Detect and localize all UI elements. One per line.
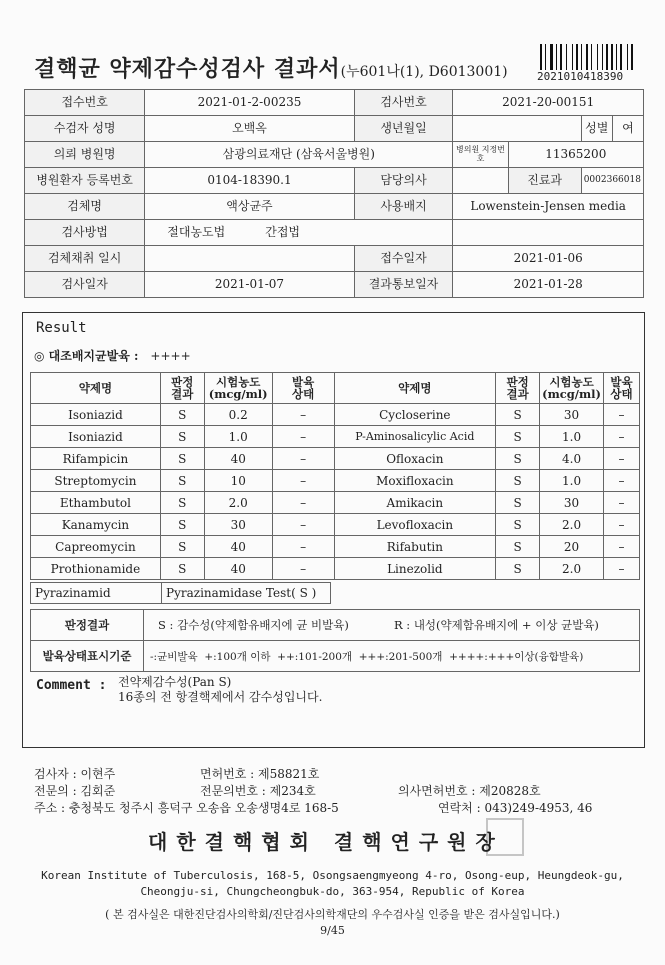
barcode-number: 2021010418390 — [537, 70, 624, 83]
method-absolute: 절대농도법 — [167, 224, 226, 239]
table-row: Isoniazid S 1.0 – P-Aminosalicylic Acid S 1.0 – — [31, 426, 640, 448]
doctor-label: 담당의사 — [354, 168, 453, 194]
judge-header: 판정 결과 — [160, 373, 204, 404]
patient-label: 수검자 성명 — [25, 116, 145, 142]
doctor-value — [453, 168, 508, 194]
organization-address: Korean Institute of Tuberculosis, 168-5, Osongsaengmyeong 4-ro, Osong-eup, Heungdeok-gu, Cheongju-si, Chungcheongbuk-do, 363-954, Republic of Korea — [41, 869, 624, 898]
hospital-no: 11365200 — [508, 142, 643, 168]
method-indirect: 간접법 — [265, 224, 301, 239]
growth-header: 발육 상태 — [604, 373, 640, 404]
barcode-icon — [540, 44, 636, 70]
judgement-table — [30, 609, 640, 672]
growth-header: 발육 상태 — [272, 373, 334, 404]
dept-value: 0002366018 — [581, 168, 643, 194]
drug-header: 약제명 — [31, 373, 161, 404]
hospital-name: 삼광의료재단 (삼육서울병원) — [145, 142, 453, 168]
comment-text: 전약제감수성(Pan S) 16종의 전 항결핵제에서 감수성입니다. — [118, 675, 323, 704]
conc-header: 시험농도 (mcg/ml) — [204, 373, 272, 404]
growth-criteria-label: 발육상태표시기준 — [31, 641, 144, 672]
address: 주소 : 충청북도 청주시 흥덕구 오송읍 오송생명4로 168-5 — [34, 801, 339, 815]
table-row: Streptomycin S 10 – Moxifloxacin S 1.0 – — [31, 470, 640, 492]
birth-date — [453, 116, 581, 142]
hospital-no-label: 병의원 지정번호 — [453, 142, 508, 168]
reg-label: 병원환자 등록번호 — [25, 168, 145, 194]
judge-r: R : 내성(약제함유배지에 + 이상 균발육) — [388, 610, 640, 641]
collect-label: 검체채취 일시 — [25, 246, 145, 272]
test-no: 2021-20-00151 — [453, 90, 644, 116]
drug-header: 약제명 — [334, 373, 496, 404]
hospital-label: 의뢰 병원명 — [25, 142, 145, 168]
method-label: 검사방법 — [25, 220, 145, 246]
dept-label: 진료과 — [508, 168, 581, 194]
report-date: 2021-01-28 — [453, 272, 644, 298]
table-row: Rifampicin S 40 – Ofloxacin S 4.0 – — [31, 448, 640, 470]
patient-name: 오백옥 — [145, 116, 354, 142]
collect-value — [145, 246, 354, 272]
certification-note: ( 본 검사실은 대한진단검사의학회/진단검사의학재단의 우수검사실 인증을 받은 검사실입니다.) — [105, 908, 560, 921]
table-row: Prothionamide S 40 – Linezolid S 2.0 – — [31, 558, 640, 580]
tester: 검사자 : 이현주 — [34, 767, 116, 781]
judge-label: 판정결과 — [31, 610, 144, 641]
medium-label: 사용배지 — [354, 194, 453, 220]
page-number: 9/45 — [320, 924, 345, 937]
comment-label: Comment : — [36, 678, 107, 693]
growth-criteria: -:균비발육 +:100개 이하 ++:101-200개 +++:201-500개 ++++:+++이상(융합발육) — [144, 641, 640, 672]
sex-value: 여 — [622, 120, 634, 135]
result-heading: Result — [36, 320, 87, 336]
test-no-label: 검사번호 — [354, 90, 453, 116]
specialist-no: 전문의번호 : 제234호 — [200, 784, 316, 798]
received-date: 2021-01-06 — [453, 246, 644, 272]
page-title: 결핵균 약제감수성검사 결과서(누601나(1), D6013001) — [34, 56, 508, 82]
organization-name: 대한결핵협회 결핵연구원장 — [148, 830, 504, 854]
receipt-no: 2021-01-2-00235 — [145, 90, 354, 116]
specimen-value: 액상균주 — [145, 194, 354, 220]
patient-info-table — [24, 89, 644, 298]
judge-header: 판정 결과 — [496, 373, 540, 404]
sex-label: 성별 — [582, 116, 613, 141]
report-date-label: 결과통보일자 — [354, 272, 453, 298]
judge-s: S : 감수성(약제함유배지에 균 비발육) — [144, 610, 388, 641]
pyra-value: Pyrazinamidase Test( S ) — [162, 583, 331, 604]
test-date: 2021-01-07 — [145, 272, 354, 298]
received-label: 접수일자 — [354, 246, 453, 272]
receipt-no-label: 접수번호 — [25, 90, 145, 116]
specialist: 전문의 : 김회준 — [34, 784, 116, 798]
medium-value: Lowenstein-Jensen media — [453, 194, 644, 220]
pyrazinamide-row — [30, 582, 331, 604]
table-row: Isoniazid S 0.2 – Cycloserine S 30 – — [31, 404, 640, 426]
table-row: Capreomycin S 40 – Rifabutin S 20 – — [31, 536, 640, 558]
table-row: Ethambutol S 2.0 – Amikacin S 30 – — [31, 492, 640, 514]
test-date-label: 검사일자 — [25, 272, 145, 298]
reg-no: 0104-18390.1 — [145, 168, 354, 194]
specimen-label: 검체명 — [25, 194, 145, 220]
phone: 연락처 : 043)249-4953, 46 — [438, 801, 593, 815]
drug-susceptibility-table — [30, 372, 640, 580]
doctor-license: 의사면허번호 : 제20828호 — [398, 784, 541, 798]
license-no: 면허번호 : 제58821호 — [200, 767, 320, 781]
pyra-label: Pyrazinamid — [31, 583, 162, 604]
control-growth: ◎ 대조배지균발육 : ++++ — [34, 349, 191, 363]
table-row: Kanamycin S 30 – Levofloxacin S 2.0 – — [31, 514, 640, 536]
birth-label: 생년월일 — [354, 116, 453, 142]
conc-header: 시험농도 (mcg/ml) — [540, 373, 604, 404]
form-code: (누601나(1), D6013001) — [340, 64, 508, 80]
